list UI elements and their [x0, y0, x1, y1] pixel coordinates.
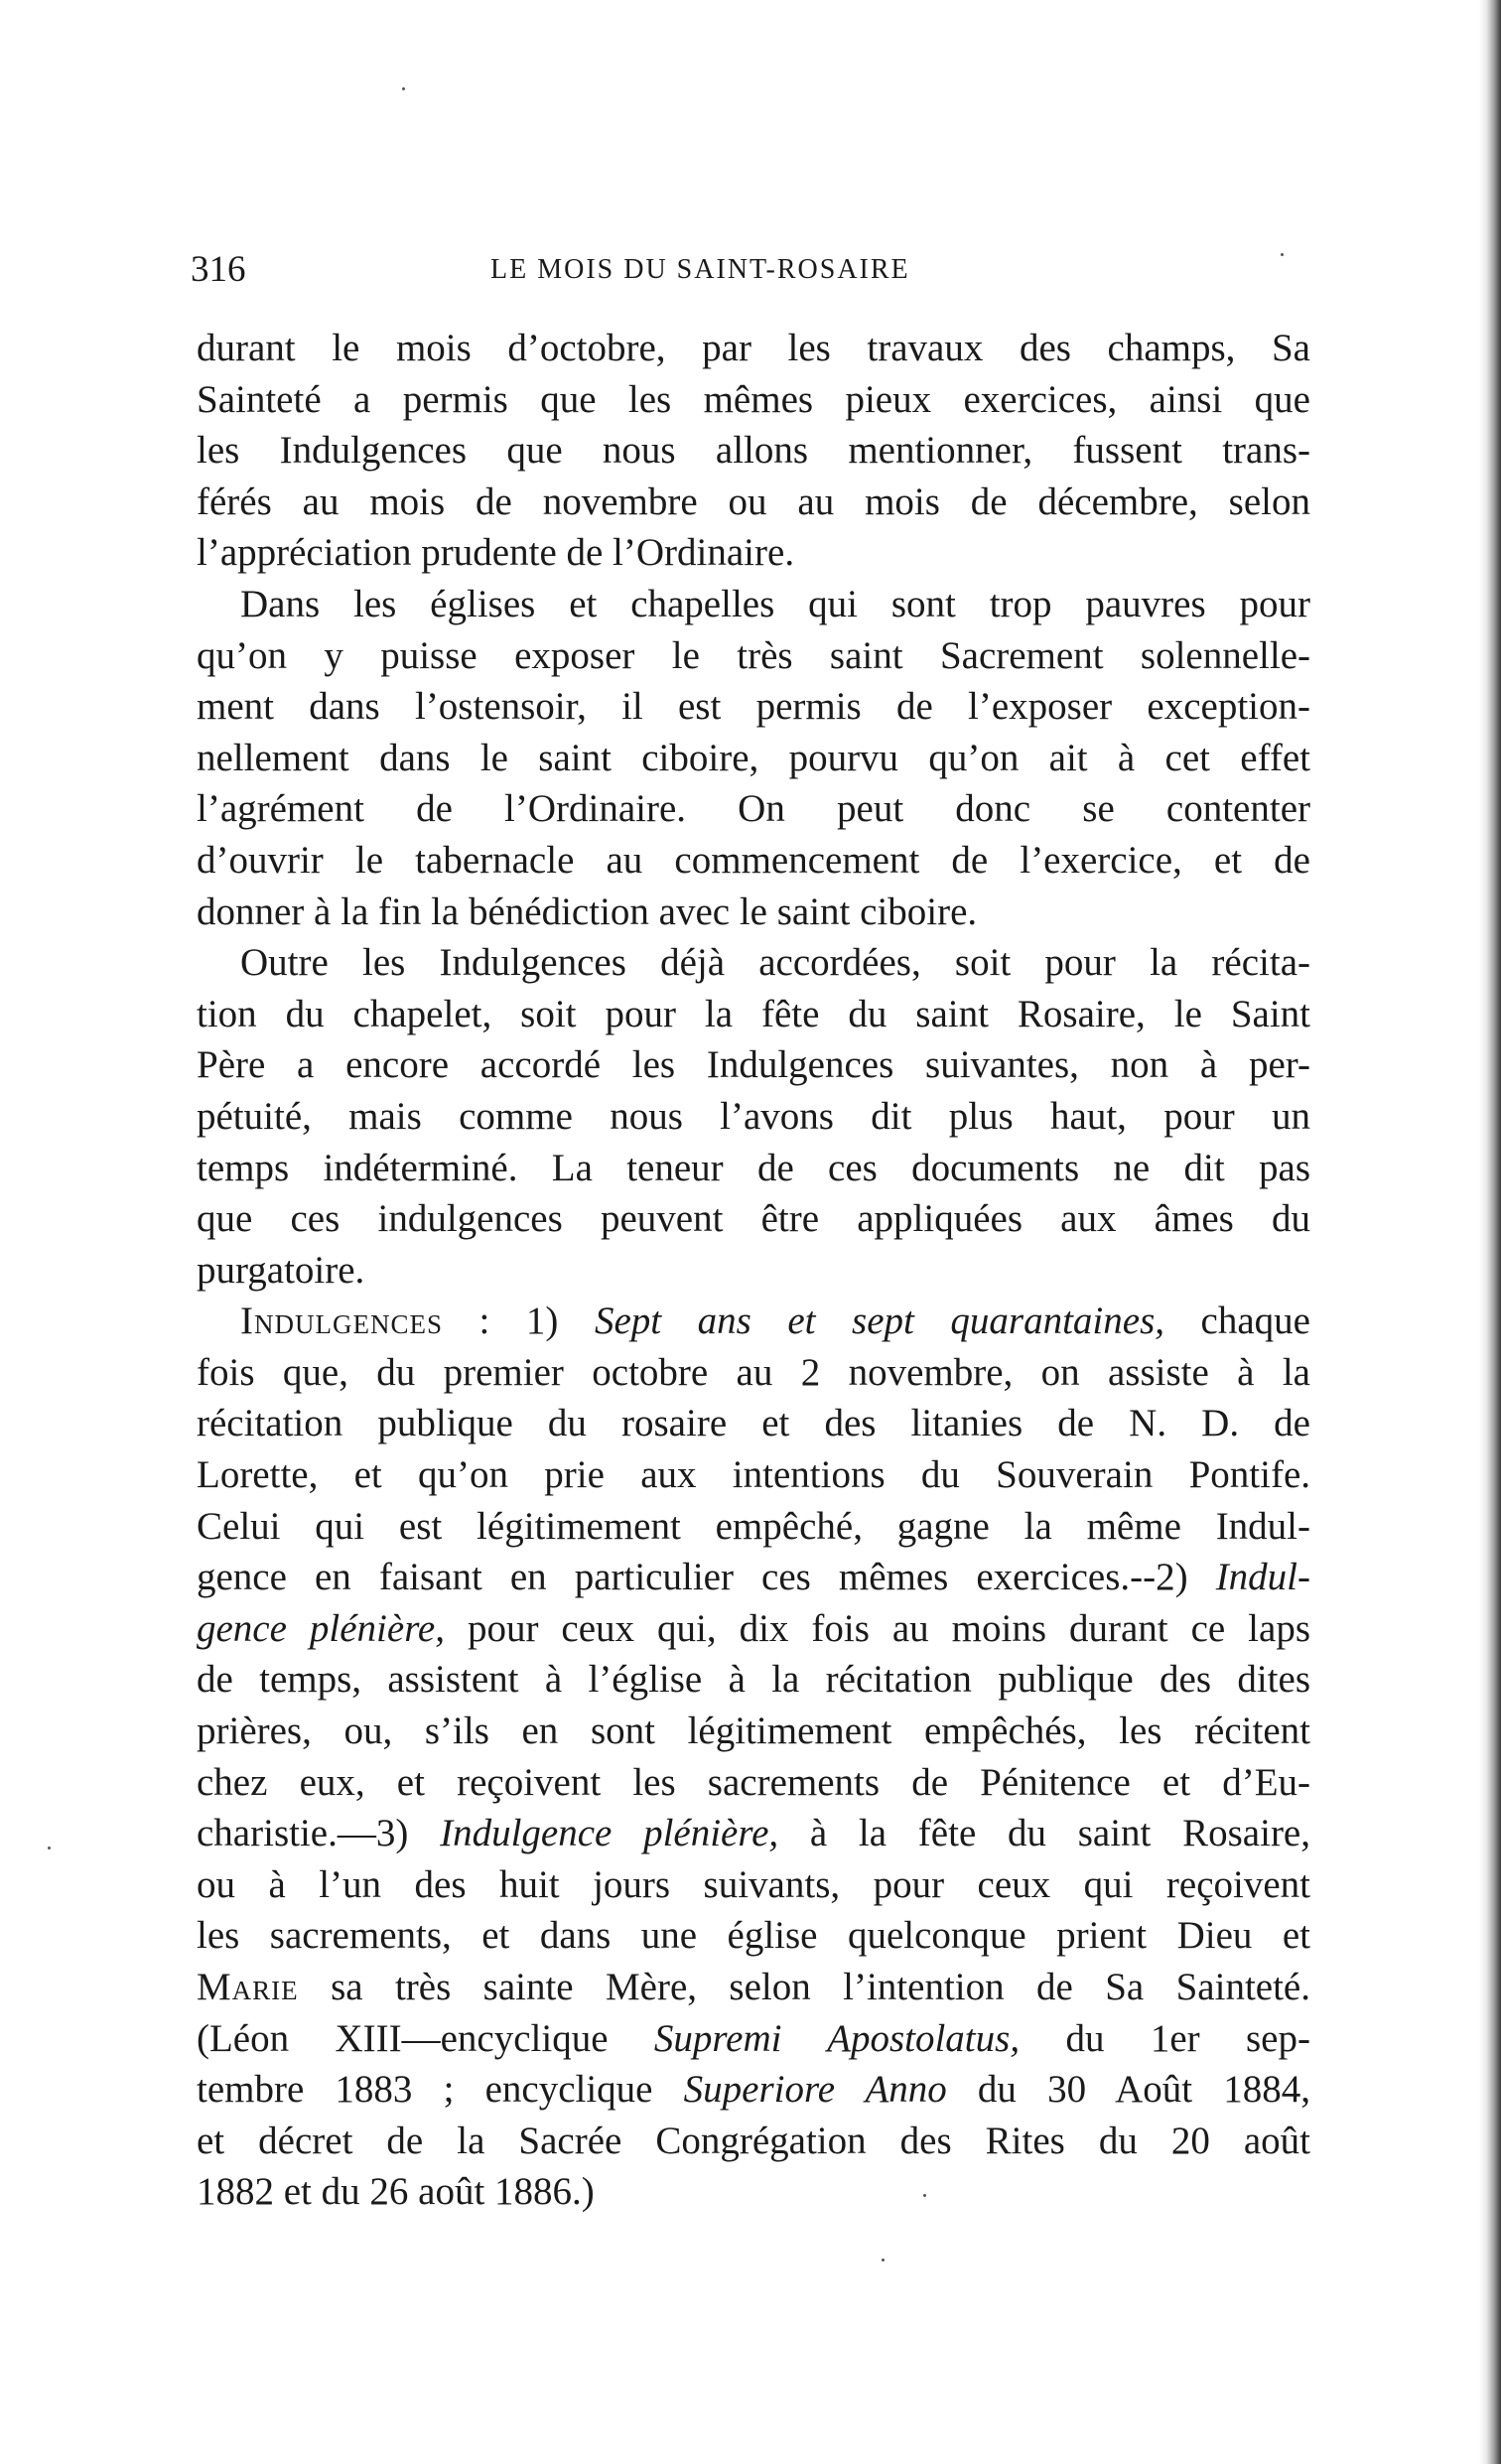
text-line: les sacrements, et dans une église quelconque prient Dieu et — [197, 1914, 1310, 1958]
scan-speck — [402, 87, 405, 90]
paragraph-1 — [197, 323, 1310, 579]
text-line: d’ouvrir le tabernacle au commencement de l’exercice, et de — [197, 838, 1310, 882]
text-fragment: du 30 Août 1884, — [946, 2068, 1310, 2112]
scan-speck — [1281, 253, 1284, 256]
text-line: Outre les Indulgences déjà accordées, soit pour la récita- — [240, 941, 1310, 985]
text-line — [197, 1552, 1310, 1603]
italic-text: Superiore Anno — [683, 2068, 947, 2112]
text-line: 1882 et du 26 août 1886.) — [197, 2170, 595, 2214]
text-line: Dans les églises et chapelles qui sont trop pauvres pour — [240, 582, 1310, 625]
text-fragment: à la fête du saint Rosaire, — [778, 1812, 1310, 1855]
scan-speck — [923, 2194, 926, 2197]
italic-text: Sept ans et sept quarantaines, — [594, 1300, 1165, 1343]
text-line: l’agrément de l’Ordinaire. On peut donc se contenter — [197, 787, 1310, 831]
text-line — [197, 1962, 1310, 2013]
text-line: de temps, assistent à l’église à la récitation publique des dites — [197, 1658, 1310, 1702]
paragraph-2 — [197, 579, 1310, 937]
text-line: purgatoire. — [197, 1248, 365, 1292]
italic-text: gence plénière, — [197, 1606, 445, 1650]
text-line: prières, ou, s’ils en sont légitimement empêchés, les récitent — [197, 1710, 1310, 1753]
text-fragment: du 1er sep- — [1020, 2016, 1310, 2060]
text-fragment: charistie.—3) — [197, 1812, 441, 1855]
page-header — [191, 248, 1332, 298]
text-line: Celui qui est légitimement empêché, gagne la même Indul- — [197, 1504, 1310, 1548]
text-line — [197, 1296, 1310, 1347]
text-fragment: gence en faisant en particulier ces mêmes exercices.--2) — [197, 1556, 1216, 1599]
text-fragment: : 1) — [442, 1300, 595, 1343]
text-line: chez eux, et reçoivent les sacrements de Pénitence et d’Eu- — [197, 1760, 1310, 1804]
text-line — [197, 1808, 1310, 1859]
text-line: que ces indulgences peuvent être appliquées aux âmes du — [197, 1197, 1310, 1241]
italic-text: Supremi Apostolatus, — [653, 2016, 1021, 2060]
text-fragment: chaque — [1164, 1300, 1310, 1343]
text-line: férés au mois de novembre ou au mois de décembre, selon — [197, 479, 1310, 523]
scan-speck — [48, 1847, 51, 1849]
text-line: fois que, du premier octobre au 2 novembre, on assiste à la — [197, 1350, 1310, 1394]
scan-speck — [882, 2259, 885, 2261]
text-line: pétuité, mais comme nous l’avons dit plus haut, pour un — [197, 1094, 1310, 1138]
paragraph-3 — [197, 937, 1310, 1296]
text-fragment: (Léon XIII—encyclique — [197, 2016, 654, 2060]
italic-text: Indulgence plénière, — [440, 1812, 779, 1855]
text-line: Sainteté a permis que les mêmes pieux exercices, ainsi que — [197, 377, 1310, 421]
text-line: durant le mois d’octobre, par les travaux des champs, Sa — [197, 327, 1310, 369]
text-line: ment dans l’ostensoir, il est permis de l’exposer exception- — [197, 685, 1310, 729]
text-line — [197, 1603, 1310, 1655]
text-line: les Indulgences que nous allons mentionner, fussent trans- — [197, 429, 1310, 473]
indulgences-label: Indulgences — [240, 1300, 443, 1343]
text-line: tion du chapelet, soit pour la fête du saint Rosaire, le Saint — [197, 992, 1310, 1035]
text-fragment: sa très sainte Mère, selon l’intention de Sa Sainteté. — [298, 1966, 1310, 2008]
small-caps-name: Marie — [197, 1966, 299, 2008]
text-line: Père a encore accordé les Indulgences suivantes, non à per- — [197, 1043, 1310, 1087]
page-edge-shadow — [1479, 0, 1501, 2464]
text-fragment: tembre 1883 ; encyclique — [197, 2068, 684, 2112]
text-line: ou à l’un des huit jours suivants, pour ceux qui reçoivent — [197, 1862, 1310, 1906]
text-line: l’appréciation prudente de l’Ordinaire. — [197, 531, 795, 575]
italic-text: Indul- — [1215, 1556, 1310, 1599]
text-line: et décret de la Sacrée Congrégation des Rites du 20 août — [197, 2119, 1310, 2162]
page-number: 316 — [191, 249, 246, 290]
body-text — [197, 323, 1310, 2218]
text-fragment: pour ceux qui, dix fois au moins durant ce laps — [445, 1606, 1311, 1650]
text-line: donner à la fin la bénédiction avec le saint ciboire. — [197, 890, 978, 933]
text-line — [197, 2013, 1310, 2065]
text-line: qu’on y puisse exposer le très saint Sacrement solennelle- — [197, 633, 1310, 677]
running-title: LE MOIS DU SAINT-ROSAIRE — [490, 254, 910, 285]
paragraph-indulgences — [197, 1296, 1310, 2218]
text-line: récitation publique du rosaire et des litanies de N. D. de — [197, 1402, 1310, 1445]
text-line — [197, 2064, 1310, 2116]
text-line: temps indéterminé. La teneur de ces documents ne dit pas — [197, 1146, 1310, 1189]
text-line: nellement dans le saint ciboire, pourvu qu’on ait à cet effet — [197, 736, 1310, 779]
text-line: Lorette, et qu’on prie aux intentions du Souverain Pontife. — [197, 1453, 1310, 1497]
